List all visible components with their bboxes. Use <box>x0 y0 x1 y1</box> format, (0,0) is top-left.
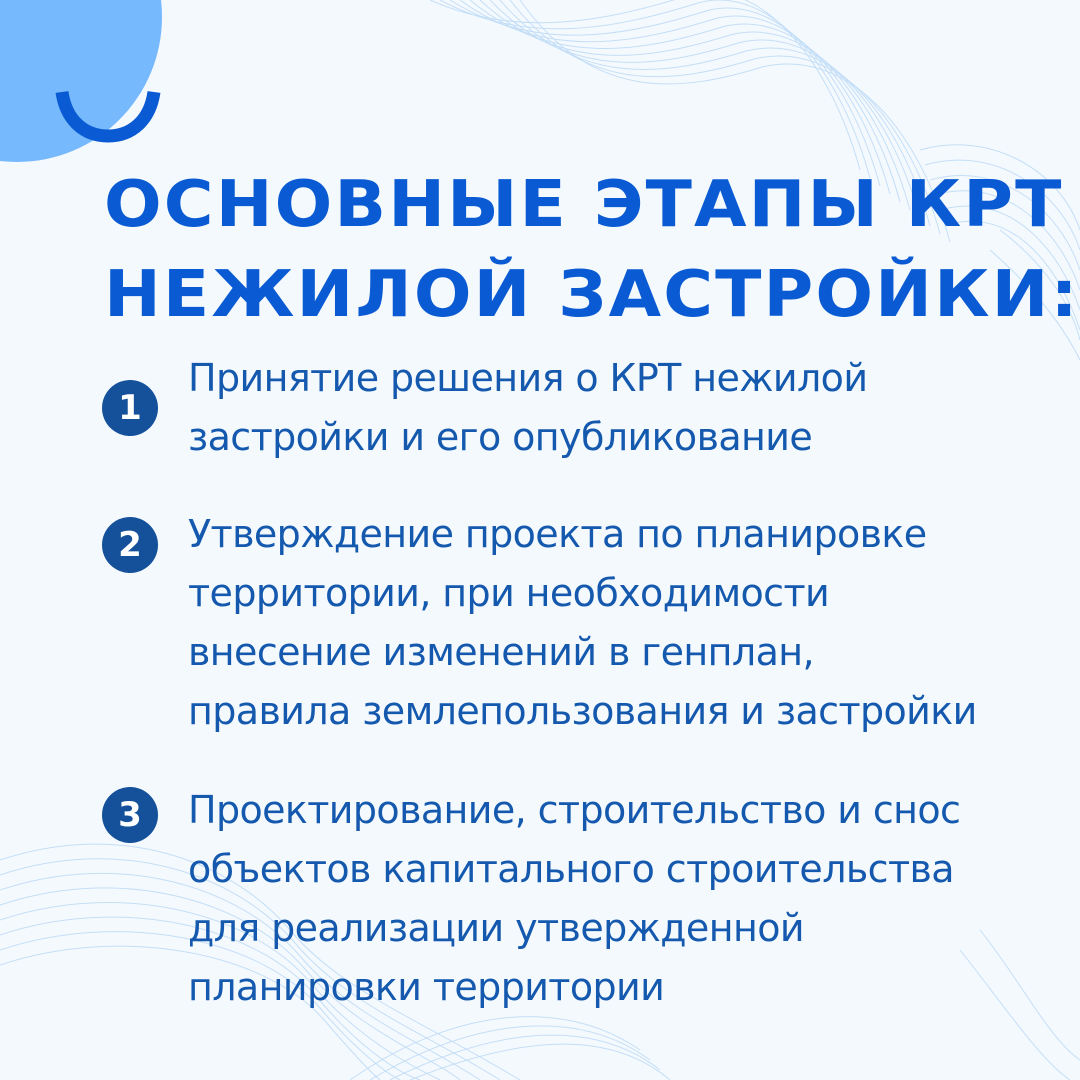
step-text-line: застройки и его опубликование <box>188 415 813 459</box>
step-text <box>188 781 1058 1017</box>
page-title-line-1: ОСНОВНЫЕ ЭТАПЫ КРТ <box>104 168 1064 242</box>
step-text-line: планировки территории <box>188 965 665 1009</box>
smile-arc-icon <box>54 84 162 146</box>
step-item-2 <box>102 505 977 733</box>
step-text-line: Утверждение проекта по планировке <box>188 512 927 556</box>
step-text-line: для реализации утвержденной <box>188 906 804 950</box>
page-title-line-2: НЕЖИЛОЙ ЗАСТРОЙКИ: <box>104 258 1080 332</box>
step-text-line: территории, при необходимости <box>188 571 830 615</box>
step-text-line: правила землепользования и застройки <box>188 689 977 733</box>
step-text-line: объектов капитального строительства <box>188 847 954 891</box>
step-number-badge: 3 <box>102 787 158 843</box>
step-item-1 <box>102 349 868 459</box>
step-text-line: Принятие решения о КРТ нежилой <box>188 356 868 400</box>
step-item-3 <box>102 781 961 1009</box>
step-number-badge: 1 <box>102 380 158 436</box>
step-text-line: Проектирование, строительство и снос <box>188 788 961 832</box>
step-text <box>188 505 1058 741</box>
page-title <box>104 160 1080 340</box>
step-number-badge: 2 <box>102 517 158 573</box>
step-text-line: внесение изменений в генплан, <box>188 630 814 674</box>
step-text <box>188 349 1058 467</box>
